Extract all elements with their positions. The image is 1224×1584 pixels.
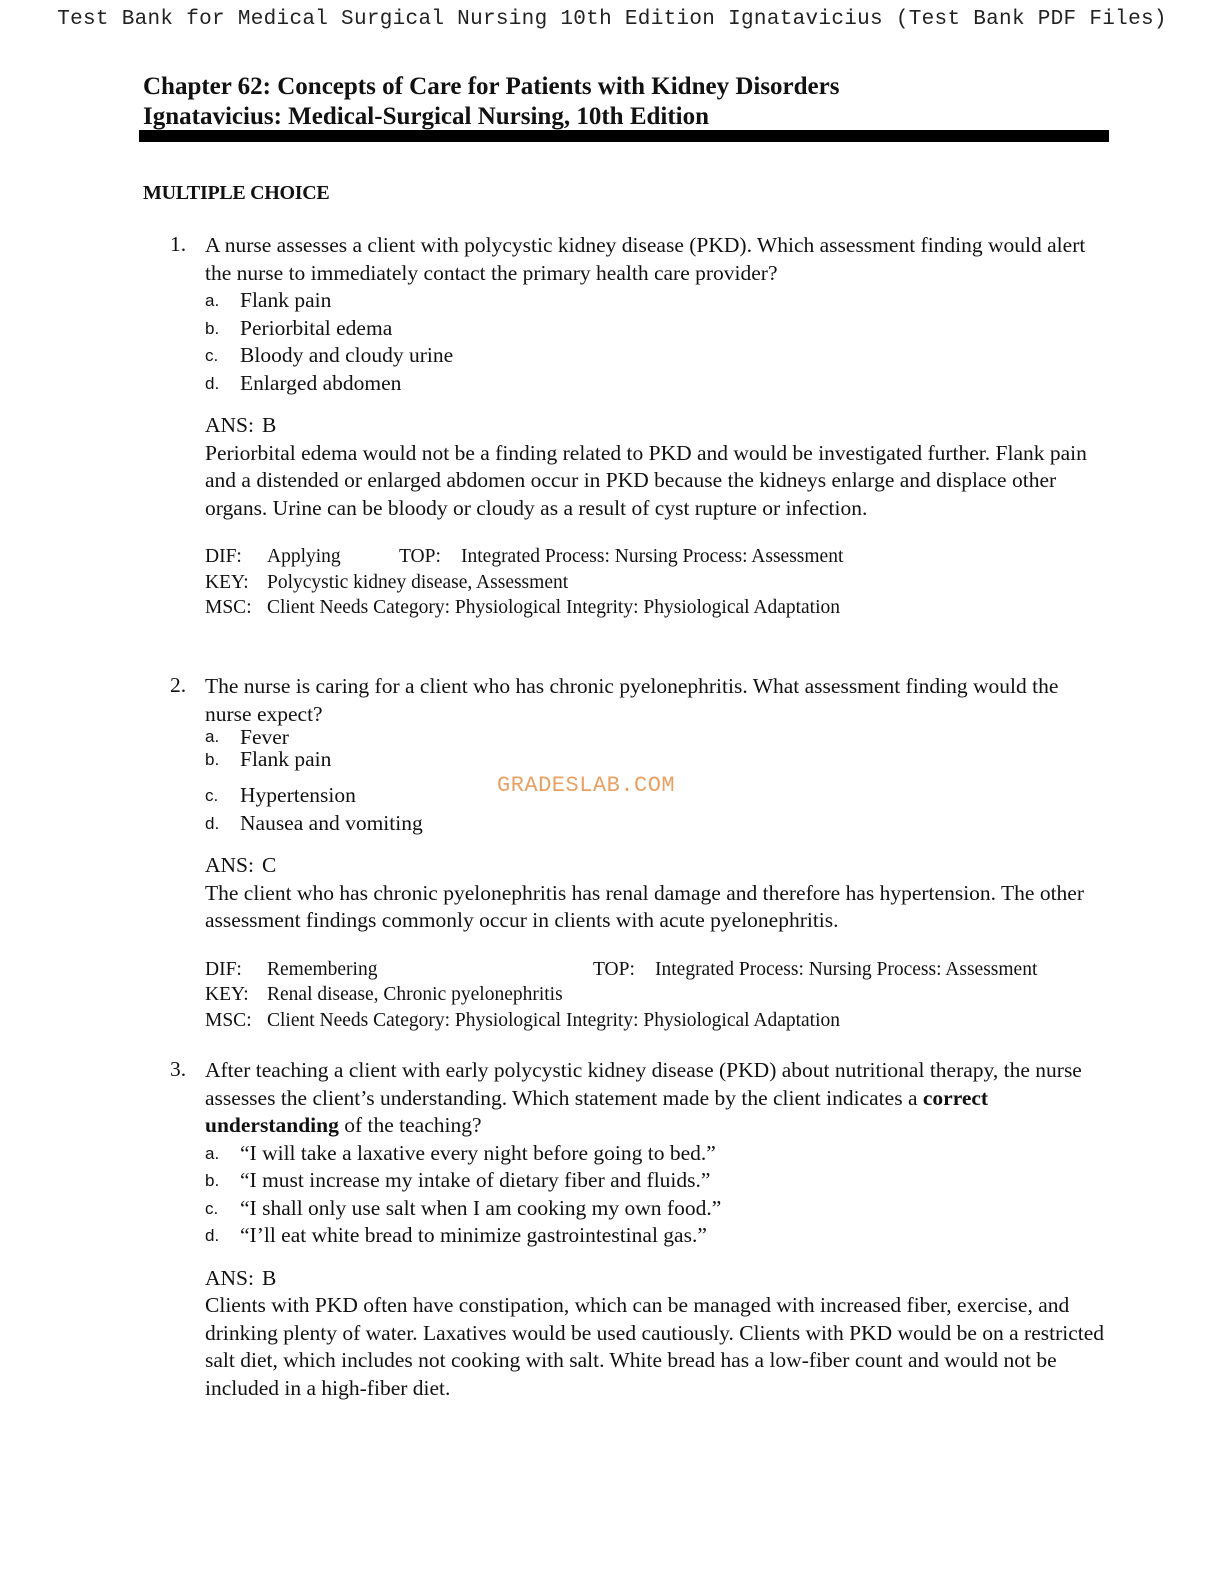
answer-line (205, 412, 1105, 440)
option-letter: d. (205, 373, 220, 393)
key-label: KEY: (205, 571, 249, 593)
option-a (205, 1140, 1105, 1168)
top-field (399, 544, 843, 570)
option-d (205, 370, 1105, 398)
top-value: Integrated Process: Nursing Process: Assessment (461, 546, 844, 567)
dif-label: DIF: (205, 546, 242, 567)
answer-value: C (261, 853, 277, 877)
question-1 (170, 232, 1105, 621)
rationale: Periorbital edema would not be a finding related to PKD and would be investigated further. Flank pain and a distended or enlarged abdomen occur in PKD because the kidneys enlarge and displace other organs. Urine can be bloody or cloudy as a result of cyst rupture or infection. (205, 440, 1087, 520)
chapter-title: Chapter 62: Concepts of Care for Patients with Kidney Disorders (143, 73, 840, 100)
question-stem: A nurse assesses a client with polycystic kidney disease (PKD). Which assessment finding would alert the nurse to immediately contact the primary health care provider? (205, 233, 1086, 285)
option-text: Periorbital edema (240, 315, 393, 340)
option-c (205, 1195, 1105, 1223)
option-text: Flank pain (240, 288, 332, 312)
key-value: Renal disease, Chronic pyelonephritis (267, 984, 563, 1005)
option-a (205, 725, 1105, 749)
book-title: Ignatavicius: Medical-Surgical Nursing, 10th Edition (143, 103, 710, 130)
msc-value: Client Needs Category: Physiological Integrity: Physiological Adaptation (267, 597, 841, 618)
stem-text-end: of the teaching? (344, 1113, 482, 1137)
top-value: Integrated Process: Nursing Process: Assessment (655, 958, 1038, 980)
option-letter: b. (205, 750, 220, 769)
answer-options (205, 1140, 1105, 1250)
option-letter: d. (205, 813, 220, 833)
option-letter: d. (205, 1226, 220, 1245)
option-a (205, 287, 1105, 315)
option-text: “I shall only use salt when I am cooking my own food.” (240, 1195, 722, 1220)
option-d (205, 1222, 1105, 1250)
meta-key-row (205, 982, 1105, 1008)
top-field (593, 957, 1037, 983)
chapter-header (143, 72, 1109, 132)
meta-key-row (205, 570, 1105, 596)
option-text: Fever (240, 725, 289, 749)
top-label: TOP: (399, 546, 441, 567)
option-b (205, 315, 1105, 343)
question-3 (170, 1057, 1105, 1402)
option-b (205, 1167, 1105, 1195)
document-banner: Test Bank for Medical Surgical Nursing 10th Edition Ignatavicius (Test Bank PDF Files) (57, 8, 1167, 31)
msc-label: MSC: (205, 1009, 252, 1031)
dif-value: Applying (267, 546, 341, 567)
key-value: Polycystic kidney disease, Assessment (267, 571, 569, 593)
stem-emphasis: correct understanding (205, 1085, 989, 1137)
section-title: MULTIPLE CHOICE (143, 182, 330, 204)
option-text: “I’ll eat white bread to minimize gastrointestinal gas.” (240, 1223, 707, 1247)
meta-msc-row (205, 1008, 1105, 1034)
meta-dif-row (205, 544, 1105, 570)
option-d (205, 810, 1105, 838)
option-text: “I must increase my intake of dietary fiber and fluids.” (240, 1168, 711, 1192)
msc-label: MSC: (205, 597, 252, 618)
option-letter: c. (205, 786, 219, 805)
option-letter: c. (205, 1198, 219, 1218)
option-letter: b. (205, 1171, 220, 1190)
question-number: 3. (170, 1057, 187, 1081)
meta-dif-row (205, 957, 1105, 983)
top-label: TOP: (593, 958, 635, 980)
dif-label: DIF: (205, 958, 242, 980)
answer-value: B (261, 413, 277, 437)
question-number: 1. (170, 232, 187, 256)
question-metadata (205, 544, 1105, 621)
option-letter: a. (205, 1143, 220, 1163)
option-text: Hypertension (240, 783, 356, 807)
answer-label: ANS: (205, 1265, 254, 1290)
msc-value: Client Needs Category: Physiological Integrity: Physiological Adaptation (267, 1009, 841, 1031)
dif-value: Remembering (267, 958, 378, 980)
rationale: Clients with PKD often have constipation, which can be managed with increased fiber, exercise, and drinking plenty of water. Laxatives would be used cautiously. Clients with PKD would be on a restricted salt diet, which includes not cooking with salt. White bread has a low-fiber count and would not be included in a high-fiber diet. (205, 1293, 1105, 1400)
watermark: GRADESLAB.COM (497, 773, 676, 798)
option-text: Nausea and vomiting (240, 810, 423, 835)
option-letter: a. (205, 291, 220, 310)
option-text: Enlarged abdomen (240, 370, 402, 395)
answer-line (205, 1265, 1105, 1293)
option-letter: a. (205, 727, 220, 746)
question-stem (205, 1057, 1105, 1140)
option-text: Bloody and cloudy urine (240, 343, 454, 367)
stem-text: After teaching a client with early polycystic kidney disease (PKD) about nutritional therapy, the nurse assesses the client’s understanding. Which statement made by the client indicates a (205, 1058, 1082, 1110)
option-c (205, 342, 1105, 370)
question-metadata (205, 957, 1105, 1034)
key-label: KEY: (205, 984, 249, 1005)
rationale: The client who has chronic pyelonephritis has renal damage and therefore has hypertension. The other assessment findings commonly occur in clients with acute pyelonephritis. (205, 880, 1085, 932)
option-letter: b. (205, 318, 220, 338)
header-rule (139, 130, 1109, 142)
question-2 (170, 673, 1105, 1033)
meta-msc-row (205, 595, 1105, 621)
answer-label: ANS: (205, 413, 254, 437)
question-number: 2. (170, 673, 187, 697)
answer-line (205, 852, 1105, 880)
option-text: “I will take a laxative every night before going to bed.” (240, 1140, 716, 1165)
option-letter: c. (205, 346, 219, 365)
answer-options (205, 287, 1105, 397)
question-stem: The nurse is caring for a client who has chronic pyelonephritis. What assessment finding would the nurse expect? (205, 674, 1059, 726)
answer-label: ANS: (205, 853, 254, 877)
option-text: Flank pain (240, 747, 332, 771)
answer-value: B (261, 1265, 277, 1290)
